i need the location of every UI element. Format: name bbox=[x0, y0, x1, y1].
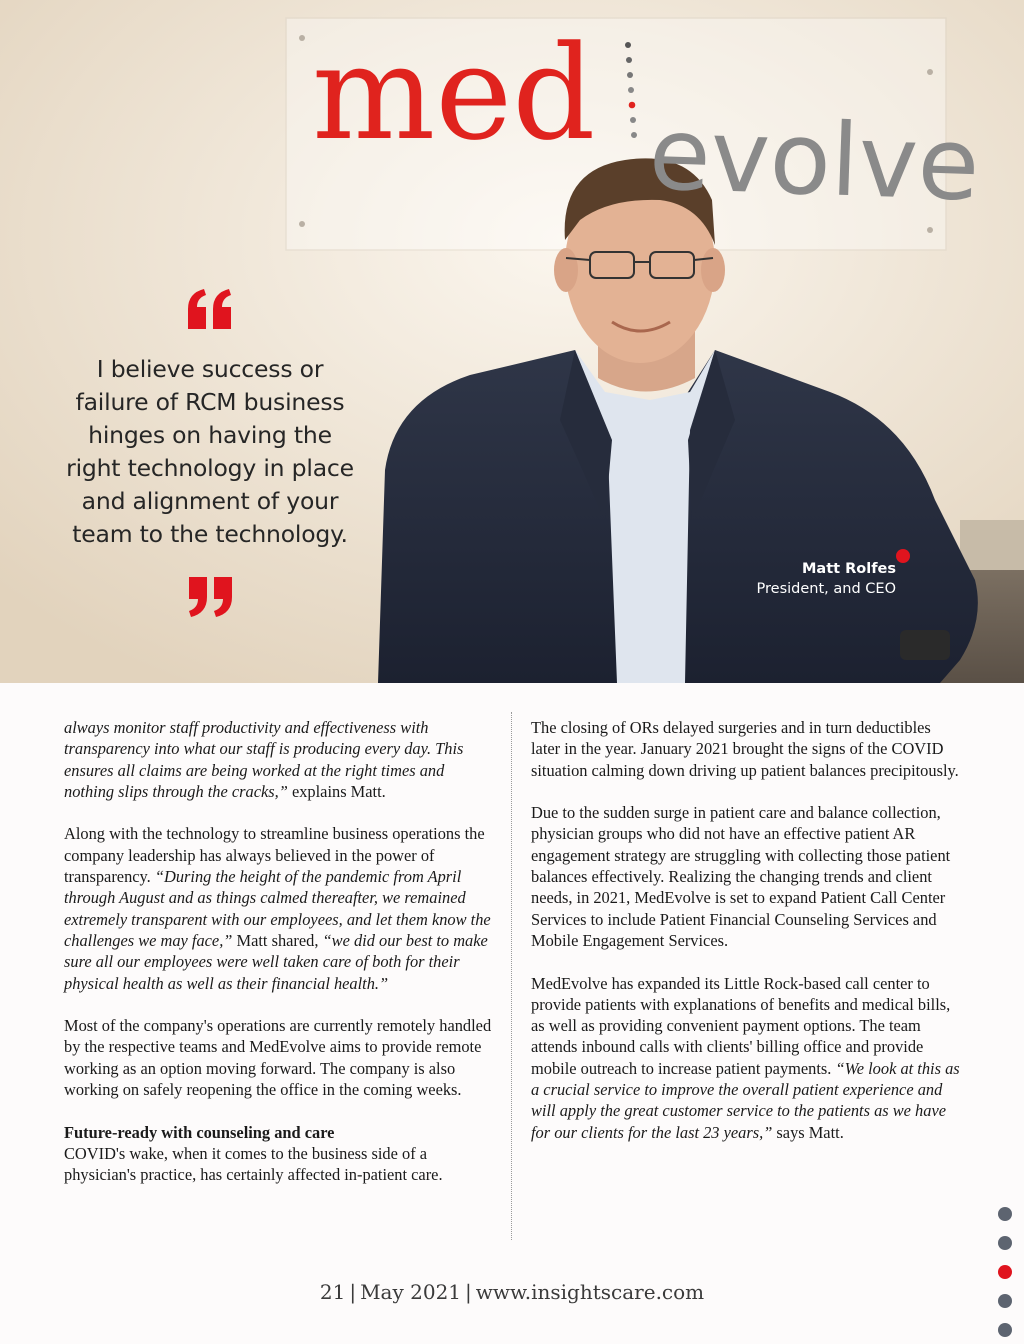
quote-text: “We look at this as a crucial service to improve the overall patient experience and will apply the great customer service to the patients as we have for our clients for the last 23 years,” bbox=[531, 1058, 960, 1142]
nav-dot[interactable] bbox=[998, 1236, 1012, 1250]
pull-quote-text: I believe success or failure of RCM business hinges on having the right technology in place and alignment of your team to the technology. bbox=[66, 355, 354, 548]
open-quote-icon bbox=[186, 285, 234, 333]
paragraph: The closing of ORs delayed surgeries and in turn deductibles later in the year. January 2021 brought the signs of the COVID situation calming down driving up patient balances precipitously. bbox=[531, 718, 959, 780]
paragraph: Due to the sudden surge in patient care and balance collection, physician groups who did not have an effective patient AR engagement strategy are struggling with collecting those patient balances effectively. Realizing the changing trends and client needs, in 2021, MedEvolve is set to expand Patient Call Center Services to include Patient Financial Counseling Services and Mobile Engagement Services. bbox=[531, 803, 951, 950]
pull-quote bbox=[60, 285, 360, 621]
section bbox=[64, 1122, 492, 1186]
close-quote-icon bbox=[186, 573, 234, 621]
caption-name: Matt Rolfes bbox=[802, 561, 896, 577]
section-heading: Future-ready with counseling and care bbox=[64, 1122, 335, 1142]
caption-dot bbox=[896, 549, 910, 563]
nav-dot[interactable] bbox=[998, 1323, 1012, 1337]
website-link[interactable]: www.insightscare.com bbox=[475, 1280, 705, 1304]
caption-title: President, and CEO bbox=[756, 581, 896, 597]
nav-dot[interactable] bbox=[998, 1207, 1012, 1221]
quote-text: “During the height of the pandemic from April through August and as things calmed thereafter, we remained extremely transparent with our employees, and let them know the challenges we may face,” bbox=[64, 867, 491, 950]
paragraph: COVID's wake, when it comes to the business side of a physician's practice, has certainly affected in-patient care. bbox=[64, 1143, 443, 1185]
quote-text: always monitor staff productivity and effectiveness with transparency into what our staff is producing every day. This ensures all claims are being worked at the right times and nothing slips through the cracks,” bbox=[64, 718, 464, 801]
logo-evolve: evolve bbox=[647, 95, 982, 224]
paragraph: Along with the technology to streamline business operations the company leadership has always believed in the power of transparency. “During the height of the pandemic from April through August and as things calmed thereafter, we remained extremely transparent with our employees, and let them know the challenges we may face,” Matt shared, “we did our best to make sure all our employees were well taken care of both for their physical health as well as their financial health.” bbox=[64, 824, 491, 993]
paragraph: always monitor staff productivity and effectiveness with transparency into what our staff is producing every day. This ensures all claims are being worked at the right times and nothing slips through the cracks,” explains Matt. bbox=[64, 718, 464, 801]
quote-text: “we did our best to make sure all our employees were well taken care of both for their physical health as well as their financial health.” bbox=[64, 930, 488, 993]
article-column-left bbox=[64, 717, 492, 1186]
nav-dot[interactable] bbox=[998, 1294, 1012, 1308]
paragraph: MedEvolve has expanded its Little Rock-based call center to provide patients with explanations of benefits and medical bills, as well as providing convenient payment options. The team attends inbound calls with clients' billing office and provide mobile outreach to increase patient payments. “We look at this as a crucial service to improve the overall patient experience and will apply the great customer service to the patients as we have for our clients for the last 23 years,” says Matt. bbox=[531, 973, 960, 1142]
article-column-right bbox=[531, 717, 963, 1143]
logo-med: med bbox=[312, 17, 596, 169]
issue-month: May 2021 bbox=[360, 1280, 462, 1304]
page-nav-dots bbox=[998, 1207, 1012, 1344]
column-divider bbox=[511, 712, 512, 1240]
page-footer: 21 | May 2021 | www.insightscare.com bbox=[319, 1280, 705, 1304]
page-number: 21 bbox=[319, 1280, 346, 1304]
paragraph: Most of the company's operations are currently remotely handled by the respective teams and MedEvolve aims to provide remote working as an option moving forward. The company is also working on safely reopening the office in the coming weeks. bbox=[64, 1016, 492, 1100]
nav-dot-active[interactable] bbox=[998, 1265, 1012, 1279]
photo-caption bbox=[757, 559, 896, 599]
